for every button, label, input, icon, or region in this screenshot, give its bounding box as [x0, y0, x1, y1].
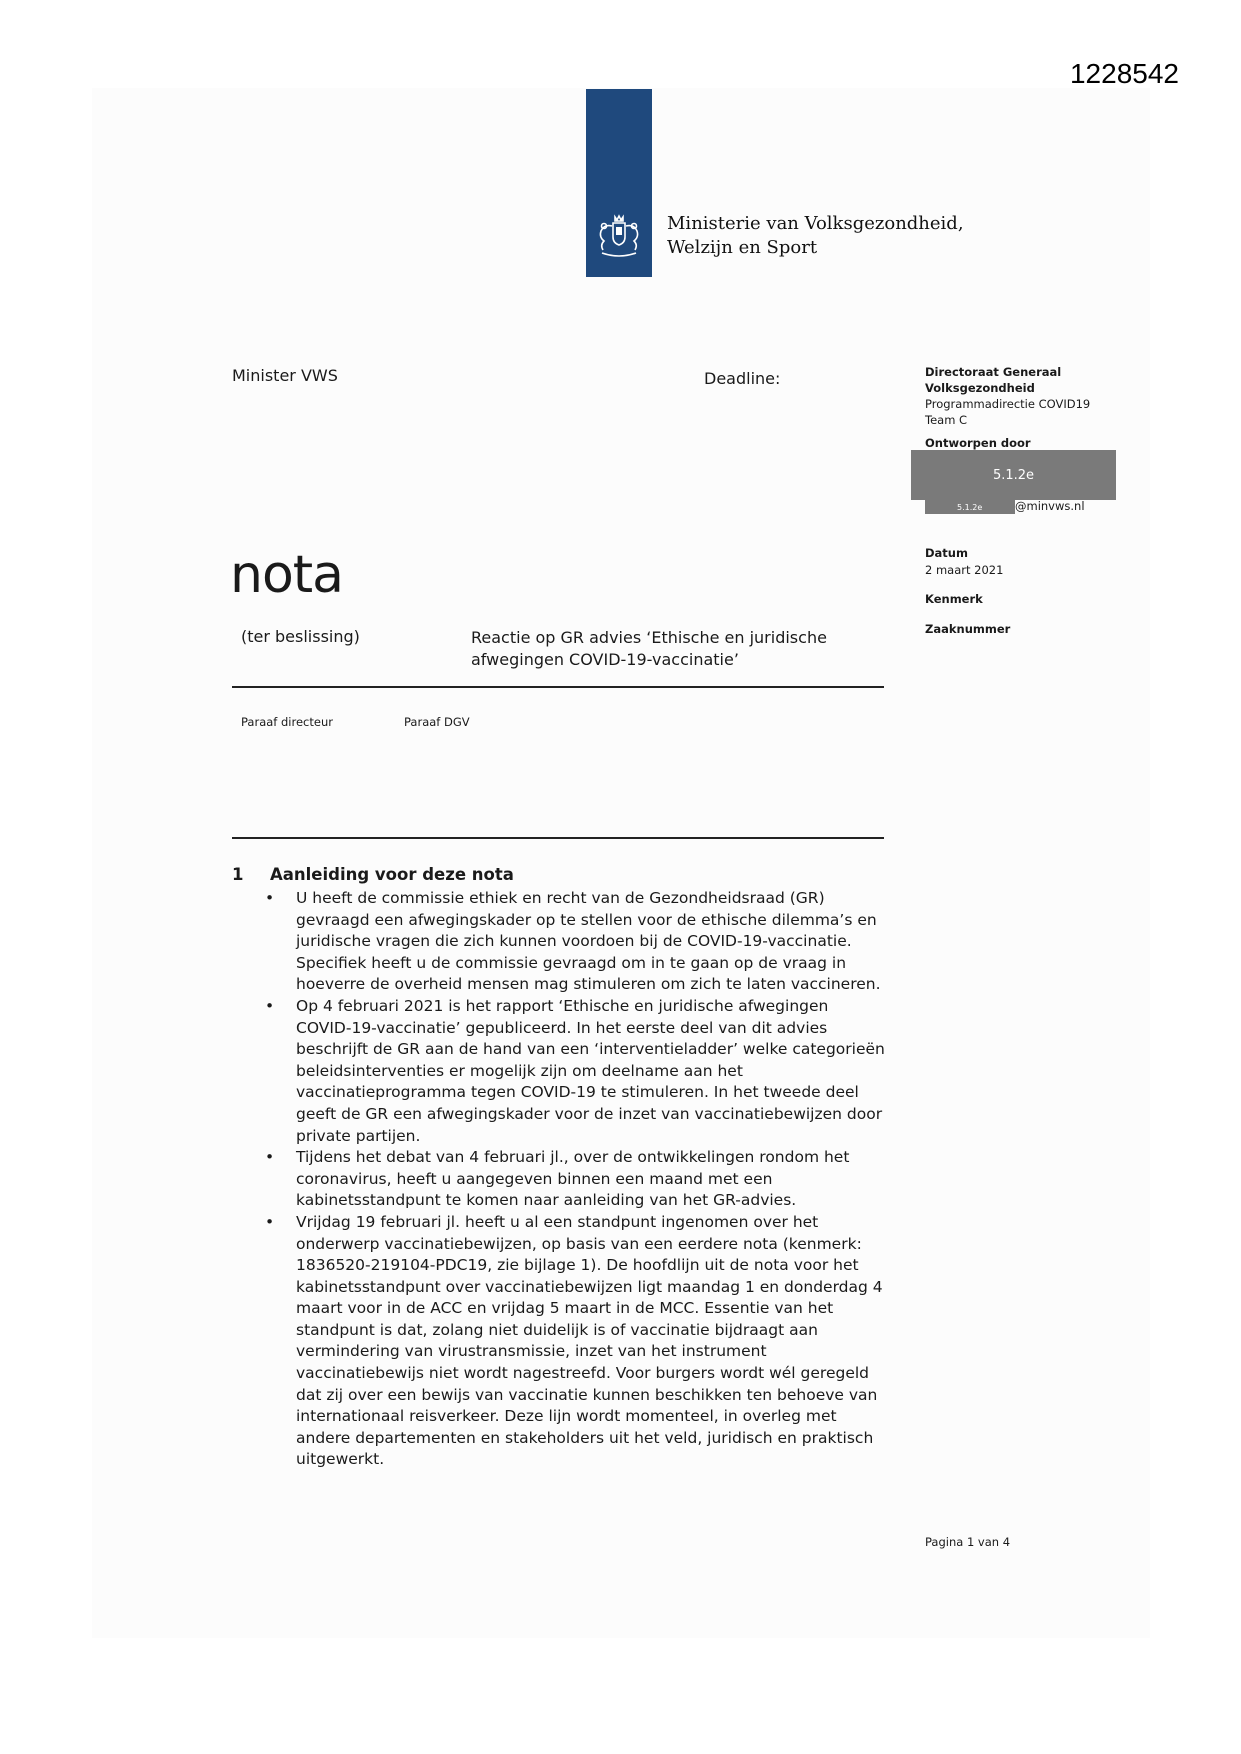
divider-top [232, 686, 884, 688]
divider-bottom [232, 837, 884, 839]
subject-line1: Reactie op GR advies ‘Ethische en juridische [471, 628, 827, 647]
paraaf-dgv-label: Paraaf DGV [404, 715, 470, 729]
drafted-by-label: Ontworpen door [925, 436, 1031, 450]
bullet-marker: • [265, 889, 275, 907]
department-line1: Directoraat Generaal [925, 365, 1062, 379]
bullet-marker: • [265, 1148, 275, 1167]
ministry-name-line2: Welzijn en Sport [667, 237, 818, 258]
bullet-item [265, 1212, 925, 1471]
section-number: 1 [232, 865, 244, 884]
date-label: Datum [925, 546, 968, 560]
bullet-text: Op 4 februari 2021 is het rapport ‘Ethische en juridische afwegingen COVID-19-vaccinatie’ gepubliceerd. In het eerste deel van dit advies beschrijft de GR aan de hand van een ‘interventieladder’ welke categorieën beleidsinterventies er mogelijk zijn om deelname aan het vaccinatieprogramma tegen COVID-19 te stimuleren. In het tweede deel geeft de GR een afwegingskader voor de inzet van vaccinatiebewijzen door private partijen. [296, 996, 885, 1145]
page-indicator: Pagina 1 van 4 [925, 1535, 1011, 1549]
subject [471, 627, 827, 671]
section-bullet-list [265, 888, 925, 1471]
document-title: nota [230, 545, 344, 605]
bullet-text: Tijdens het debat van 4 februari jl., over de ontwikkelingen rondom het coronavirus, heeft u aangegeven binnen een maand met een kabinetsstandpunt te komen naar aanleiding van het GR-advies. [296, 1148, 850, 1210]
bullet-text: U heeft de commissie ethiek en recht van de Gezondheidsraad (GR) gevraagd een afwegingskader op te stellen voor de ethische dilemma’s en juridische vragen die zich kunnen voordoen bij de COVID-19-vaccinatie. Specifiek heeft u de commissie gevraagd om in te gaan op de vraag in hoeverre de overheid mensen mag stimuleren om zich te laten vaccineren. [296, 889, 881, 994]
subject-line2: afwegingen COVID-19-vaccinatie’ [471, 650, 739, 669]
department-line3: Programmadirectie COVID19 [925, 397, 1091, 411]
bullet-item [265, 1147, 925, 1212]
ministry-name-line1: Ministerie van Volksgezondheid, [667, 213, 964, 234]
paraaf-director-label: Paraaf directeur [241, 715, 333, 729]
deadline-label: Deadline: [704, 369, 781, 388]
bullet-marker: • [265, 1212, 275, 1231]
addressee: Minister VWS [232, 366, 338, 385]
date-value: 2 maart 2021 [925, 563, 1004, 577]
government-logo-bar [586, 89, 652, 277]
case-number-label: Zaaknummer [925, 622, 1011, 636]
email-redaction-block: 5.1.2e [925, 500, 1015, 514]
email-suffix: @minvws.nl [1015, 499, 1085, 513]
department-line2: Volksgezondheid [925, 381, 1035, 395]
section-heading [232, 865, 514, 884]
reference-label: Kenmerk [925, 592, 983, 606]
coat-of-arms-icon [592, 209, 646, 259]
decision-type: (ter beslissing) [241, 627, 360, 646]
bullet-item [265, 888, 925, 996]
redaction-block: 5.1.2e [911, 450, 1116, 500]
bullet-text: Vrijdag 19 februari jl. heeft u al een standpunt ingenomen over het onderwerp vaccinatiebewijzen, op basis van een eerdere nota (kenmerk: 1836520-219104-PDC19, zie bijlage 1). De hoofdlijn uit de nota voor het kabinetsstandpunt over vaccinatiebewijzen ligt maandag 1 en donderdag 4 maart voor in de ACC en vrijdag 5 maart in de MCC. Essentie van het standpunt is dat, zolang niet duidelijk is of vaccinatie bijdraagt aan vermindering van virustransmissie, inzet van het instrument vaccinatiebewijs niet wordt nagestreefd. Voor burgers wordt wél geregeld dat zij over een bewijs van vaccinatie kunnen beschikken ten behoeve van internationaal reisverkeer. Deze lijn wordt momenteel, in overleg met andere departementen en stakeholders uit het veld, juridisch en praktisch uitgewerkt. [296, 1212, 883, 1469]
ministry-name [667, 212, 964, 260]
section-title: Aanleiding voor deze nota [270, 865, 514, 884]
bullet-item [265, 996, 925, 1147]
document-number: 1228542 [1069, 58, 1179, 89]
bullet-marker: • [265, 996, 275, 1015]
department-line4: Team C [925, 413, 968, 427]
